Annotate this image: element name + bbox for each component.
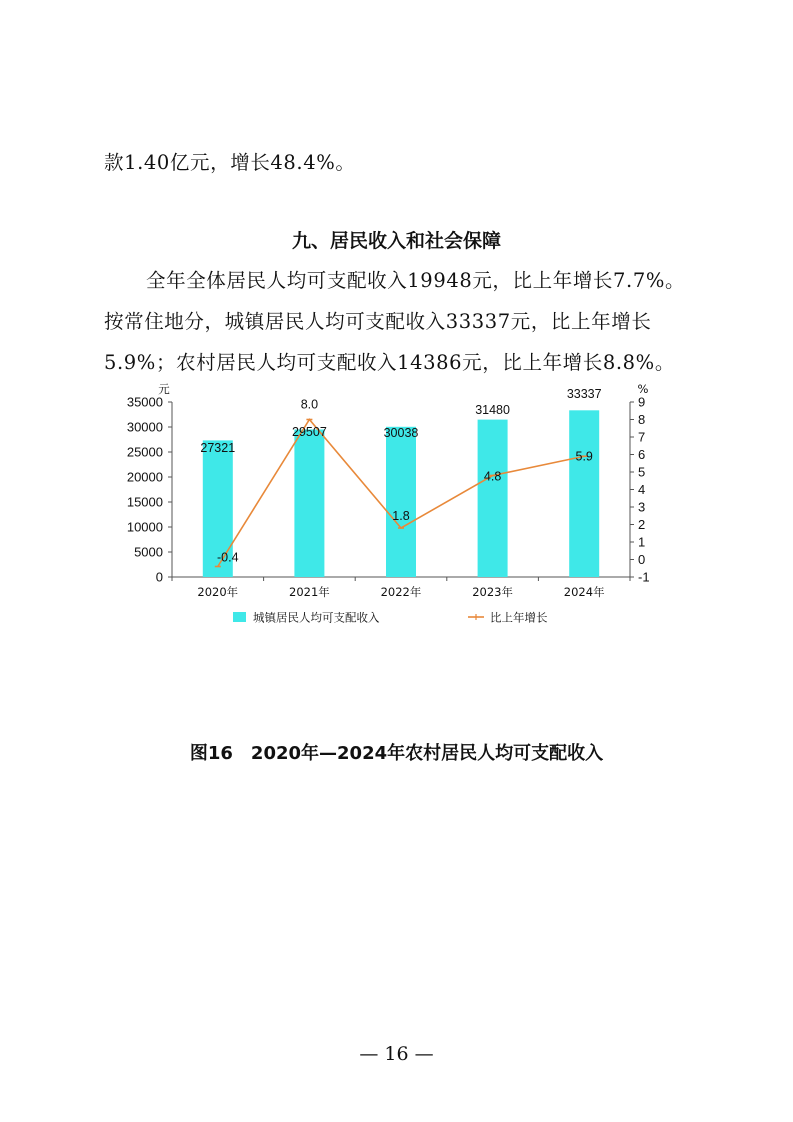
x-tick-label: 2023年	[472, 585, 513, 599]
y-left-tick-label: 0	[155, 569, 163, 585]
legend-bar-swatch	[233, 612, 246, 622]
y-left-tick-label: 10000	[126, 519, 163, 535]
line-value-label: 5.9	[575, 449, 593, 464]
section-heading: 九、居民收入和社会保障	[291, 230, 501, 252]
paragraph-line-2: 全年全体居民人均可支配收入19948元，比上年增长7.7%。	[146, 269, 686, 292]
y-right-tick-label: 6	[638, 447, 646, 462]
legend-bar-label: 城镇居民人均可支配收入	[253, 610, 380, 625]
x-tick-label: 2024年	[563, 585, 605, 599]
x-tick-label: 2020年	[197, 585, 239, 599]
bar-value-label: 31480	[475, 403, 510, 417]
income-bar	[386, 427, 416, 577]
y-right-tick-label: 2	[638, 517, 646, 532]
y-left-tick-label: 25000	[126, 444, 163, 460]
y-right-unit: %	[637, 382, 649, 396]
y-left-tick-label: 15000	[126, 494, 163, 510]
paragraph-line-3: 按常住地分，城镇居民人均可支配收入33337元，比上年增长	[104, 310, 652, 333]
income-bar	[294, 429, 324, 577]
legend-line-label: 比上年增长	[490, 610, 548, 625]
line-value-label: 8.0	[300, 397, 319, 412]
paragraph-line-4: 5.9%；农村居民人均可支配收入14386元，比上年增长8.8%。	[104, 351, 675, 374]
y-right-tick-label: 9	[638, 394, 646, 410]
y-left-tick-label: 20000	[126, 469, 163, 485]
y-left-tick-label: 5000	[134, 544, 163, 560]
bar-value-label: 29507	[292, 425, 327, 439]
y-left-unit: 元	[158, 382, 170, 396]
y-left-tick-label: 35000	[126, 394, 163, 410]
y-right-tick-label: 4	[638, 482, 646, 497]
paragraph-line-1: 款1.40亿元，增长48.4%。	[104, 151, 356, 174]
y-right-tick-label: 1	[638, 534, 646, 550]
y-left-tick-label: 30000	[126, 419, 163, 435]
bar-value-label: 33337	[566, 387, 602, 401]
y-right-tick-label: 7	[638, 429, 646, 445]
x-tick-label: 2021年	[289, 585, 330, 599]
y-right-tick-label: -1	[638, 569, 650, 585]
figure-caption: 图16 2020年—2024年农村居民人均可支配收入	[189, 743, 604, 764]
x-tick-label: 2022年	[380, 585, 422, 599]
income-bar	[569, 410, 599, 577]
y-right-tick-label: 5	[638, 464, 646, 480]
income-bar	[478, 420, 508, 577]
bar-value-label: 27321	[200, 441, 236, 455]
line-value-label: 4.8	[483, 469, 502, 484]
y-right-tick-label: 0	[638, 552, 646, 567]
bar-value-label: 30038	[383, 426, 419, 440]
y-right-tick-label: 8	[638, 412, 646, 427]
page-number: — 16 —	[359, 1043, 434, 1065]
line-value-label: -0.4	[217, 550, 239, 565]
line-value-label: 1.8	[392, 509, 410, 523]
y-right-tick-label: 3	[638, 499, 646, 515]
